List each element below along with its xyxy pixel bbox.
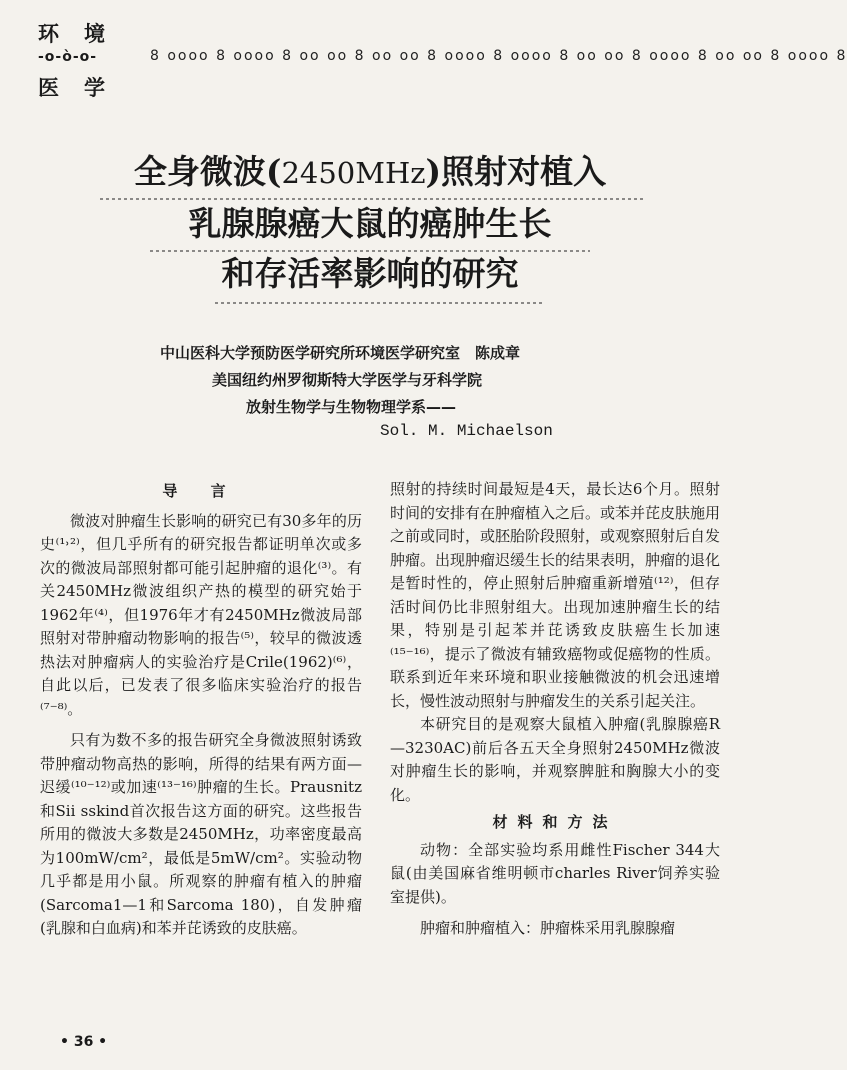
paragraph: 只有为数不多的报告研究全身微波照射诱致带肿瘤动物高热的影响，所得的结果有两方面—迟缓⁽¹⁰⁻¹²⁾或加速⁽¹³⁻¹⁶⁾肿瘤的生长。Prausnitz和Sii sskind首次报告这方面的研究。这些报告所用的微波大多数是2450MHz，功率密度最高为100mW/cm²，最低是5mW/cm²。实验动物几乎都是用小鼠。所观察的肿瘤有植入的肿瘤(Sarcoma1—1和Sarcoma 180)，自发肿瘤(乳腺和白血病)和苯并芘诱致的皮肤癌。 bbox=[40, 731, 362, 937]
title-underline bbox=[150, 250, 590, 252]
paragraph: 本研究目的是观察大鼠植入肿瘤(乳腺腺癌R—3230AC)前后各五天全身照射2450MHz微波对肿瘤生长的影响，并观察脾脏和胸腺大小的变化。 bbox=[390, 715, 720, 804]
column-header bbox=[38, 18, 114, 104]
column-header-char: 医 bbox=[38, 76, 59, 100]
left-column bbox=[40, 476, 362, 941]
title-line-2: 乳腺腺癌大鼠的癌肿生长 bbox=[188, 204, 552, 243]
column-header-ornament: -o-ò-o- bbox=[38, 49, 98, 65]
paragraph: 动物：全部实验均系用雌性Fischer 344大鼠(由美国麻省维明顿市charles River饲养实验室提供)。 bbox=[390, 840, 720, 906]
author-affiliation-1: 中山医科大学预防医学研究所环境医学研究室 陈成章 bbox=[160, 344, 521, 362]
right-column bbox=[390, 478, 720, 941]
decorative-ornament-row: 8 oooo 8 oooo 8 oo oo 8 oo oo 8 oooo 8 oooo 8 oo oo 8 oooo 8 oo oo 8 oooo 8 bbox=[150, 48, 847, 64]
paragraph: 微波对肿瘤生长影响的研究已有30多年的历史⁽¹˒²⁾，但几乎所有的研究报告都证明单次或多次的微波局部照射都可能引起肿瘤的退化⁽³⁾。有关2450MHz微波组织产热的模型的研究始于1962年⁽⁴⁾，但1976年才有2450MHz微波局部照射对带肿瘤动物影响的报告⁽⁵⁾，较早的微波透热法对肿瘤病人的实验治疗是Crile(1962)⁽⁶⁾，自此以后，已发表了很多临床实验治疗的报告⁽⁷⁻⁸⁾。 bbox=[40, 511, 362, 718]
author-affiliation-2: 美国纽约州罗彻斯特大学医学与牙科学院 bbox=[212, 371, 483, 389]
paragraph: 照射的持续时间最短是4天，最长达6个月。照射时间的安排有在肿瘤植入之后。或苯并芘皮肤施用之前或同时，或胚胎阶段照射，或观察照射后自发肿瘤。出现肿瘤迟缓生长的结果表明，肿瘤的退化是暂时性的，停止照射后肿瘤重新增殖⁽¹²⁾，但存活时间仍比非照射组大。出现加速肿瘤生长的结果，特别是引起苯并芘诱致皮肤癌生长加速⁽¹⁵⁻¹⁶⁾，提示了微波有辅致癌物或促癌物的性质。联系到近年来环境和职业接触微波的机会迅速增长，慢性波动照射与肿瘤发生的关系引起关注。 bbox=[390, 480, 721, 710]
section-heading-methods: 材料和方法 bbox=[492, 813, 618, 831]
author-affiliation-3: 放射生物学与生物物理学系—— bbox=[246, 398, 457, 416]
title-underline bbox=[215, 302, 545, 304]
paragraph: 肿瘤和肿瘤植入：肿瘤株采用乳腺腺瘤 bbox=[420, 919, 676, 937]
title-line-3: 和存活率影响的研究 bbox=[221, 254, 519, 293]
title-line-1: 全身微波(2450MHz)照射对植入 bbox=[133, 152, 607, 191]
column-header-char: 学 bbox=[84, 76, 105, 100]
page-number: • 36 • bbox=[60, 1034, 108, 1050]
column-header-char: 环 bbox=[38, 22, 59, 46]
column-header-char: 境 bbox=[84, 22, 105, 46]
section-heading-intro: 导 言 bbox=[162, 482, 240, 500]
author-name-2: Sol. M. Michaelson bbox=[380, 422, 553, 440]
title-underline bbox=[100, 198, 645, 200]
